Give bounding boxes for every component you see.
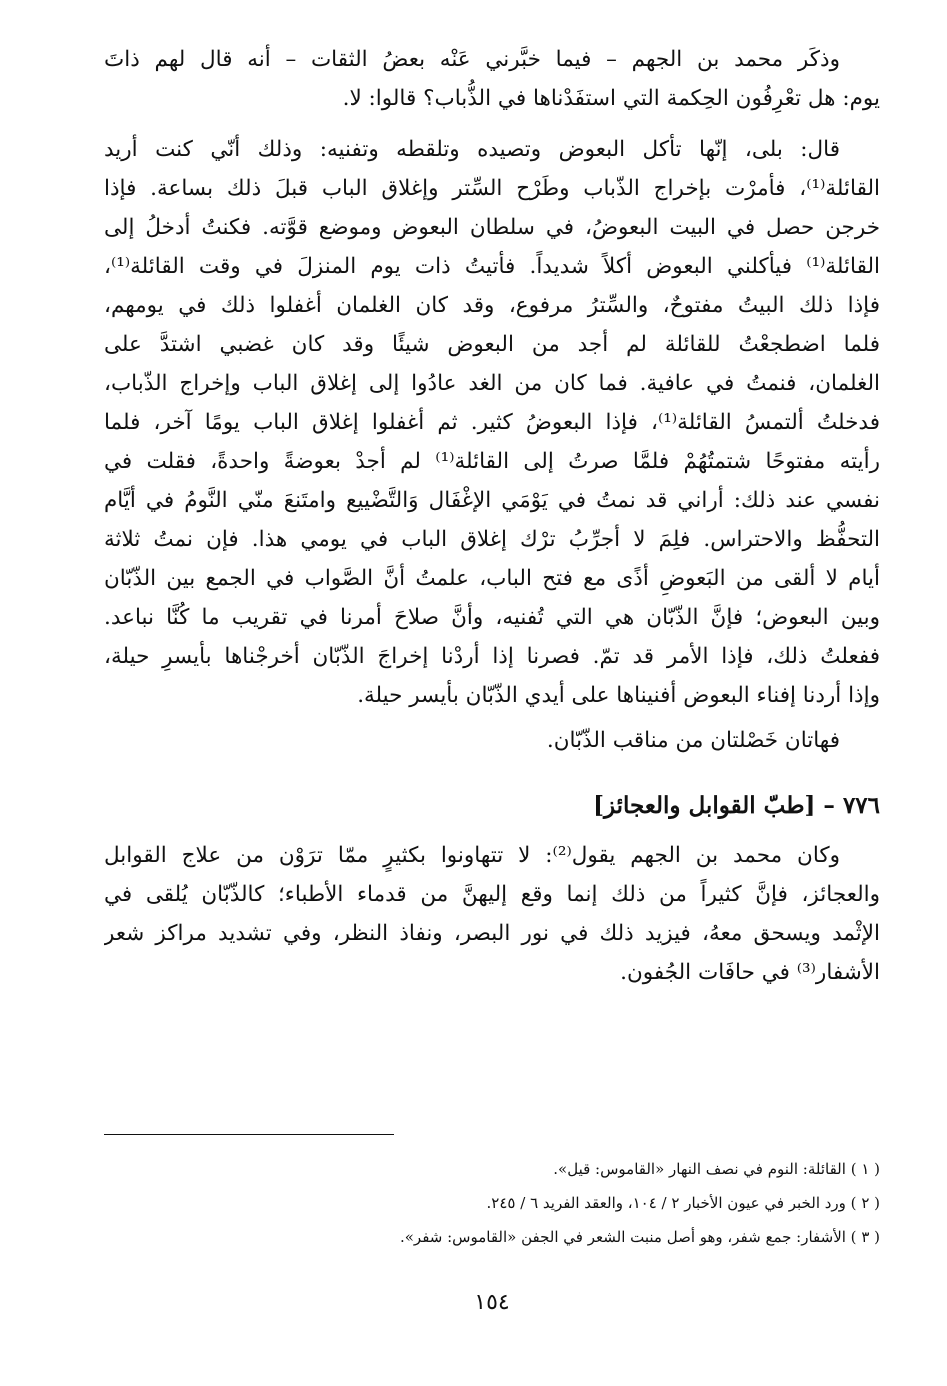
- page-number: ١٥٤: [474, 1290, 510, 1315]
- footnotes: [104, 1152, 880, 1254]
- footnote: ( ١ ) القائلة: النوم في نصف النهار «القاموس: قيل».: [553, 1160, 880, 1178]
- text-line: نفسي عند ذلك: أراني قد نمتُ في يَوْمَي الإغْفَال وَالتَّضْييع وامتَنعَ منّي النَّومُ في أيَّام: [104, 488, 880, 513]
- text-line: أيام لا ألقى من البَعوضِ أذًى مع فتح الباب، علمتُ أنَّ الصَّواب في الجمع بين الذّبّان: [104, 566, 880, 591]
- text-line: فدخلتُ ألتمسُ القائلة⁽¹⁾، فإذا البعوضُ كثير. ثم أغفلوا إغلاق الباب يومًا آخر، فلما: [104, 410, 880, 435]
- page-footer-area: [104, 0, 880, 1386]
- text-line: رأيته مفتوحًا شتمتُهُمْ فلمَّا صرتُ إلى القائلة⁽¹⁾ لم أجدْ بعوضةً واحدةً، فقلت في: [104, 449, 880, 474]
- text-line: خرجن حصل في البيت البعوضُ، في سلطان البعوض وموضع قوَّته. فكنتُ أدخلُ إلى: [104, 215, 880, 240]
- text-line: القائلة⁽¹⁾ فيأكلني البعوض أكلاً شديداً. فأتيتُ ذات يوم المنزلَ في وقت القائلة⁽¹⁾،: [104, 254, 880, 279]
- text-line: الأشفار⁽³⁾ في حافَات الجُفون.: [620, 960, 880, 985]
- text-line: وذكَر محمد بن الجهم – فيما خبَّرني عَنْه بعضُ الثقات – أنه قال لهم ذاتَ: [104, 47, 840, 72]
- text-line: ففعلتُ ذلك، فإذا الأمر قد تمّ. فصرنا إذا أردْنا إخراجَ الذّبّان أخرجْناها بأيسرِ حيلة،: [104, 644, 880, 669]
- paragraph-3: فهاتان خَصْلتان من مناقب الذّبّان.: [546, 728, 840, 753]
- text-line: الإثْمد ويسحق معهُ، فيزيد ذلك في نور البصر، ونفاذ النظر، وفي تشديد مراكز شعر: [104, 921, 880, 946]
- text-line: فلما اضطجعْتُ للقائلة لم أجد من البعوض شيئًا وقد كان غضبي اشتدَّ على: [104, 332, 880, 357]
- text-line: الغلمان، فنمتُ في عافية. فما كان من الغد عادُوا إلى إغلاق الباب وإخراج الذّباب،: [104, 371, 880, 396]
- footnote: ( ٢ ) ورد الخبر في عيون الأخبار ٢ / ١٠٤، والعقد الفريد ٦ / ٢٤٥.: [486, 1194, 880, 1212]
- footnote-divider: [104, 1134, 394, 1135]
- text-line: وبين البعوض؛ فإنَّ الذّبّان هي التي تُفنيه، وأنَّ صلاحَ أمرنا في تقريب ما كُنَّا نباعد.: [104, 605, 880, 630]
- text-line: القائلة⁽¹⁾، فأمرْت بإخراج الذّباب وطَرْح السِّتر وإغلاق الباب قبلَ ذلك بساعة. فإذا: [104, 176, 880, 201]
- text-line: يوم: هل تعْرِفُون الحِكمة التي استفَدْناها في الذُّباب؟ قالوا: لا.: [342, 86, 880, 111]
- footnote: ( ٣ ) الأشفار: جمع شفر، وهو أصل منبت الشعر في الجفن «القاموس: شفر».: [399, 1228, 880, 1246]
- text-line: وكان محمد بن الجهم يقول⁽²⁾: لا تتهاونوا بكثيرٍ ممّا ترَوْن من علاج القوابل: [104, 843, 841, 868]
- text-line: فإذا ذلك البيتُ مفتوحٌ، والسِّترُ مرفوع، وقد كان الغلمان أغفلوا ذلك في يومهم،: [104, 293, 880, 318]
- text-line: والعجائز، فإنَّ كثيراً من ذلك إنما وقع إليهنَّ من قدماء الأطباء؛ كالذّبّان يُلقى في: [104, 882, 880, 907]
- section-heading: ٧٧٦ – [طبّ القوابل والعجائز]: [593, 792, 880, 819]
- text-line: التحفُّظ والاحتراس. فلِمَ لا أجرِّبُ ترْك إغلاق الباب في يومي هذا. فإن نمتُ ثلاثة: [104, 527, 880, 552]
- text-line: قال: بلى، إنّها تأكل البعوض وتصيده وتلقطه وتفنيه: وذلك أنّي كنت أريد: [104, 137, 840, 162]
- text-line: وإذا أردنا إفناء البعوض أفنيناها على أيدي الذّبّان بأيسر حيلة.: [357, 683, 880, 708]
